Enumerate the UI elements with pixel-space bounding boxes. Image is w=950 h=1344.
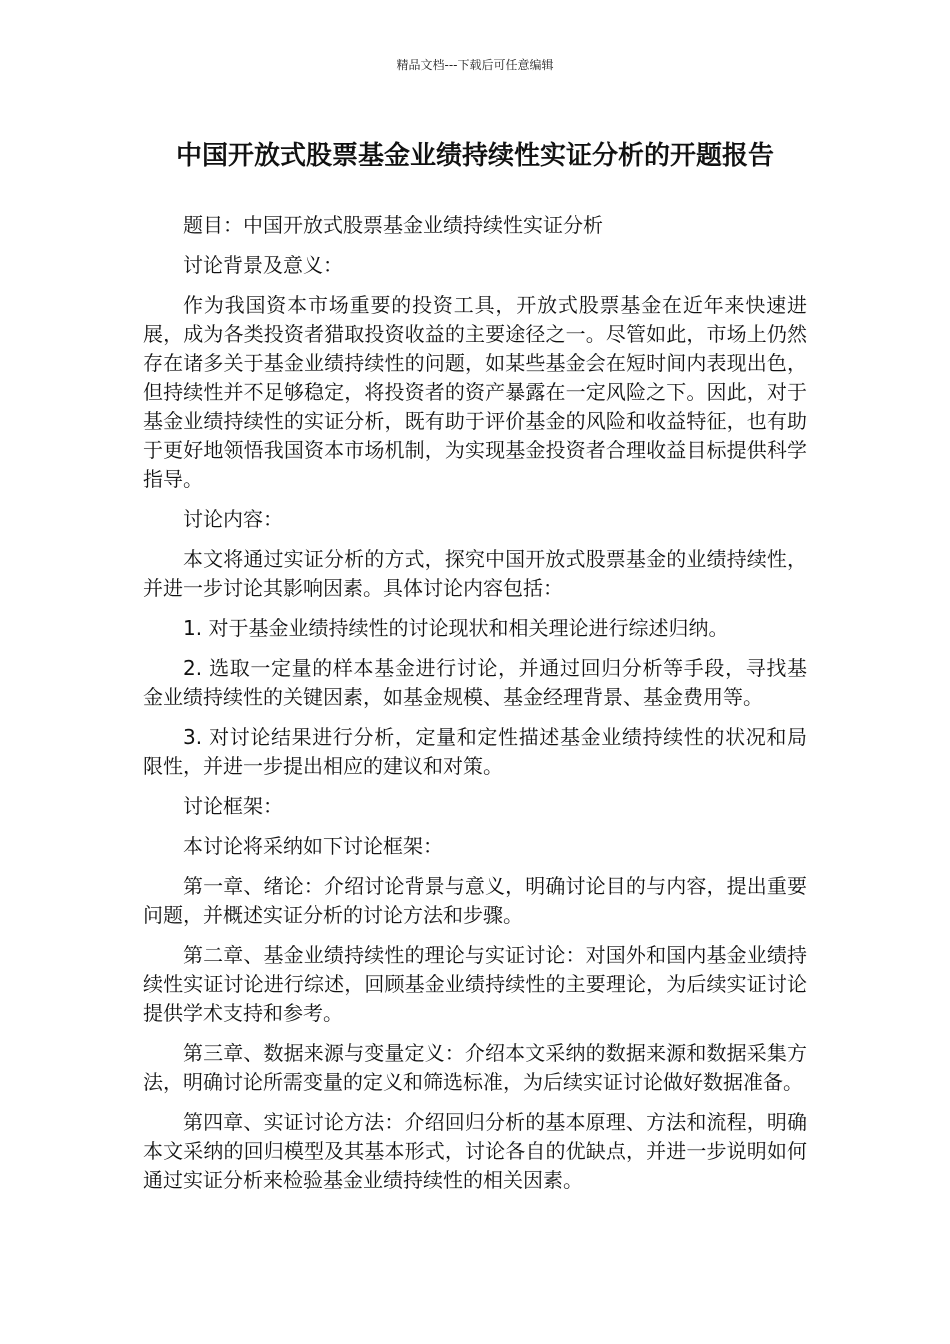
page-header: 精品文档---下载后可任意编辑 <box>396 58 554 72</box>
chapter-4: 第四章、实证讨论方法：介绍回归分析的基本原理、方法和流程，明确本文采纳的回归模型及其基本形式，讨论各自的优缺点，并进一步说明如何通过实证分析来检验基金业绩持续性的相关因素。 <box>143 1110 807 1192</box>
chapter-3: 第三章、数据来源与变量定义：介绍本文采纳的数据来源和数据采集方法，明确讨论所需变量的定义和筛选标准，为后续实证讨论做好数据准备。 <box>143 1041 807 1094</box>
paragraph-background: 作为我国资本市场重要的投资工具，开放式股票基金在近年来快速进展，成为各类投资者猎取投资收益的主要途径之一。尽管如此，市场上仍然存在诸多关于基金业绩持续性的问题，如某些基金会在短时间内表现出色，但持续性并不足够稳定，将投资者的资产暴露在一定风险之下。因此，对于基金业绩持续性的实证分析，既有助于评价基金的风险和收益特征，也有助于更好地领悟我国资本市场机制，为实现基金投资者合理收益目标提供科学指导。 <box>143 293 807 491</box>
heading-content: 讨论内容： <box>183 507 283 531</box>
list-item-3: 3. 对讨论结果进行分析，定量和定性描述基金业绩持续性的状况和局限性，并进一步提出相应的建议和对策。 <box>143 725 807 778</box>
list-item-1: 1. 对于基金业绩持续性的讨论现状和相关理论进行综述归纳。 <box>183 616 729 640</box>
document-body <box>143 211 807 1206</box>
heading-framework: 讨论框架： <box>183 794 283 818</box>
document-title: 中国开放式股票基金业绩持续性实证分析的开题报告 <box>175 141 774 171</box>
paragraph-framework-intro: 本讨论将采纳如下讨论框架： <box>183 834 443 858</box>
paragraph-content-intro: 本文将通过实证分析的方式，探究中国开放式股票基金的业绩持续性，并进一步讨论其影响因素。具体讨论内容包括： <box>143 547 807 600</box>
chapter-1: 第一章、绪论：介绍讨论背景与意义，明确讨论目的与内容，提出重要问题，并概述实证分析的讨论方法和步骤。 <box>143 874 807 927</box>
paragraph-topic: 题目：中国开放式股票基金业绩持续性实证分析 <box>183 213 603 237</box>
heading-background: 讨论背景及意义： <box>183 253 343 277</box>
list-item-2: 2. 选取一定量的样本基金进行讨论，并通过回归分析等手段，寻找基金业绩持续性的关键因素，如基金规模、基金经理背景、基金费用等。 <box>143 656 807 709</box>
chapter-2: 第二章、基金业绩持续性的理论与实证讨论：对国外和国内基金业绩持续性实证讨论进行综述，回顾基金业绩持续性的主要理论，为后续实证讨论提供学术支持和参考。 <box>143 943 807 1025</box>
